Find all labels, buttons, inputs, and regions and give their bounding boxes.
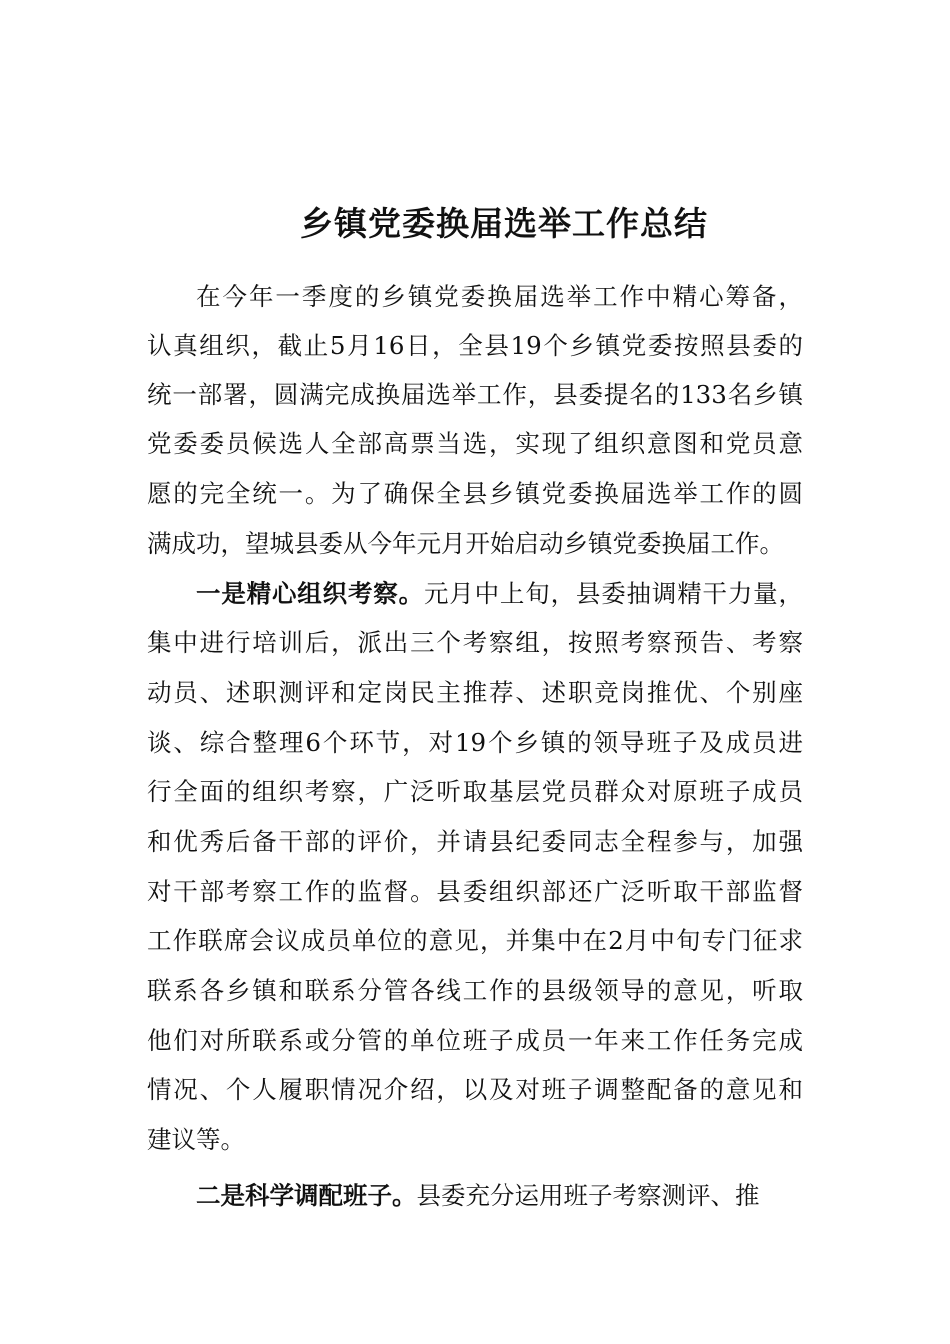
intro-line-5: 愿的完全统一。为了确保全县乡镇党委换届选举工作的圆 bbox=[147, 479, 803, 508]
section1-line-3: 动员、述职测评和定岗民主推荐、述职竞岗推优、个别座 bbox=[147, 678, 803, 707]
section2-first-line-text: 县委充分运用班子考察测评、推 bbox=[416, 1181, 760, 1210]
section1-heading: 一是精心组织考察。 bbox=[196, 579, 424, 608]
section1-line-10: 他们对所联系或分管的单位班子成员一年来工作任务完成 bbox=[147, 1026, 803, 1055]
section2-first-line bbox=[196, 1178, 803, 1214]
section1-line-6: 和优秀后备干部的评价，并请县纪委同志全程参与，加强 bbox=[147, 827, 803, 856]
section1-line-4: 谈、综合整理6个环节，对19个乡镇的领导班子及成员进 bbox=[147, 728, 803, 757]
document-title: 乡镇党委换届选举工作总结 bbox=[300, 204, 708, 243]
section1-line-7: 对干部考察工作的监督。县委组织部还广泛听取干部监督 bbox=[147, 877, 803, 906]
section1-first-line-text: 元月中上旬，县委抽调精干力量， bbox=[423, 579, 804, 608]
section1-line-2: 集中进行培训后，派出三个考察组，按照考察预告、考察 bbox=[147, 628, 803, 657]
intro-line-2: 认真组织，截止5月16日，全县19个乡镇党委按照县委的 bbox=[147, 331, 803, 360]
intro-line-3: 统一部署，圆满完成换届选举工作，县委提名的133名乡镇 bbox=[147, 380, 803, 409]
section1-line-8: 工作联席会议成员单位的意见，并集中在2月中旬专门征求 bbox=[147, 926, 803, 955]
section1-line-5: 行全面的组织考察，广泛听取基层党员群众对原班子成员 bbox=[147, 777, 803, 806]
intro-line-6: 满成功，望城县委从今年元月开始启动乡镇党委换届工作。 bbox=[147, 529, 784, 558]
section1-first-line bbox=[196, 576, 803, 612]
intro-line-1: 在今年一季度的乡镇党委换届选举工作中精心筹备， bbox=[196, 282, 803, 311]
section1-line-12: 建议等。 bbox=[147, 1125, 245, 1154]
section1-line-9: 联系各乡镇和联系分管各线工作的县级领导的意见，听取 bbox=[147, 976, 803, 1005]
intro-line-4: 党委委员候选人全部高票当选，实现了组织意图和党员意 bbox=[147, 429, 803, 458]
section1-line-11: 情况、个人履职情况介绍，以及对班子调整配备的意见和 bbox=[147, 1075, 803, 1104]
section2-heading: 二是科学调配班子。 bbox=[196, 1181, 417, 1210]
